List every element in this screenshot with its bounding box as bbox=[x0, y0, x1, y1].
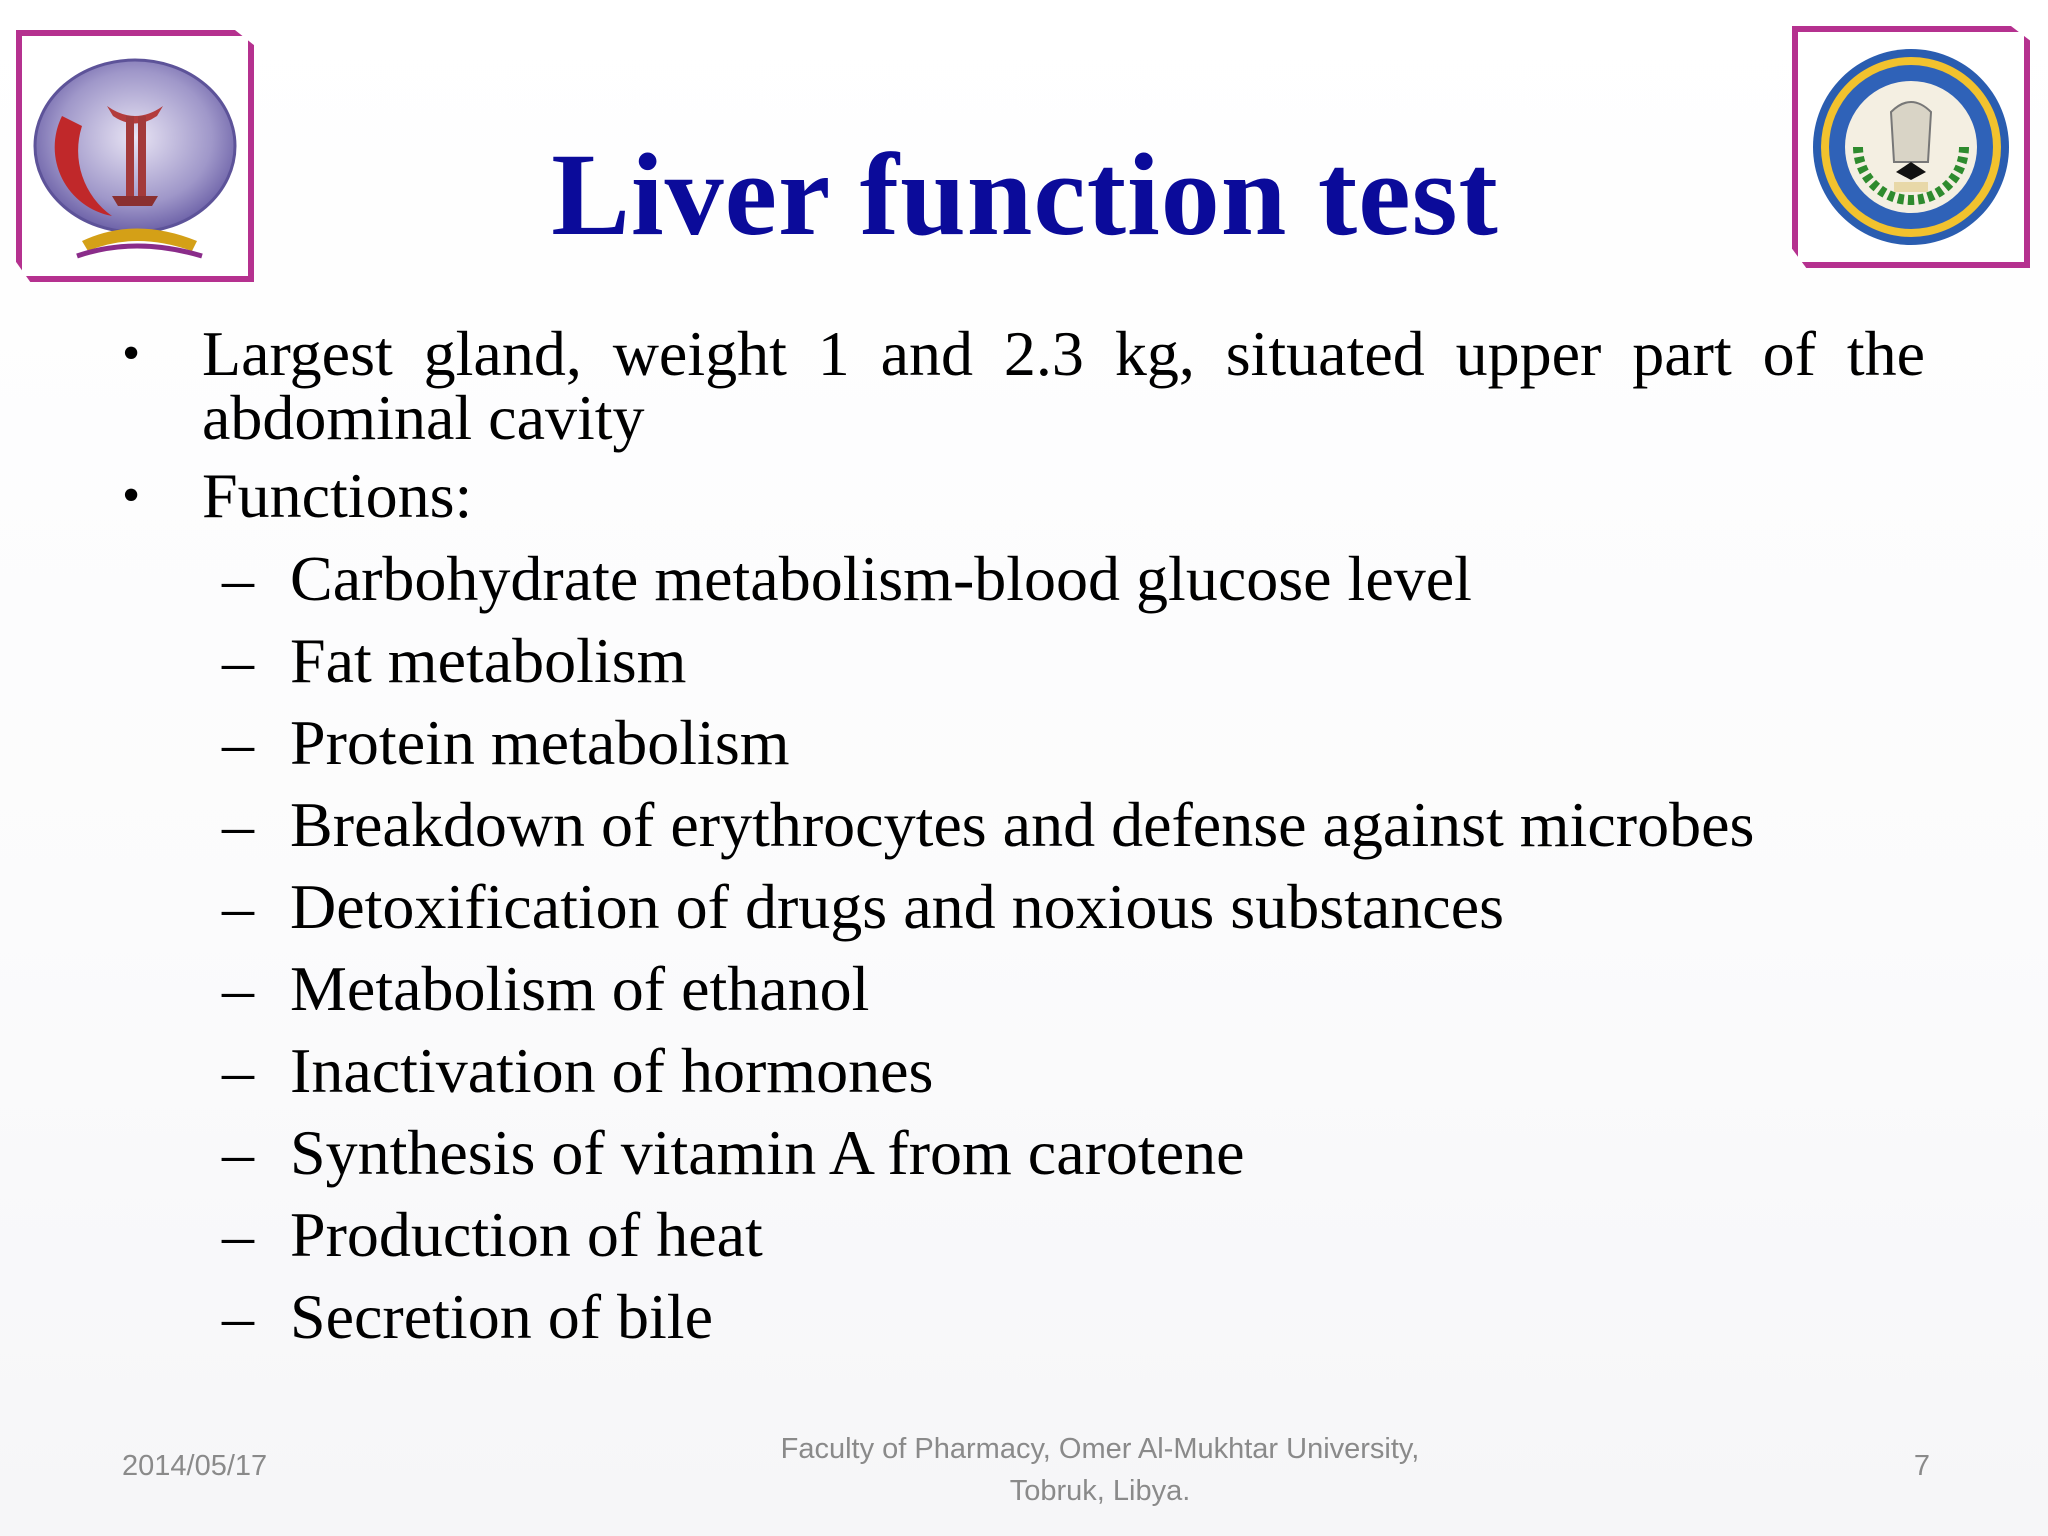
dash-icon: – bbox=[222, 871, 254, 942]
bullet-text: Largest gland, weight 1 and 2.3 kg, situated upper part of the abdominal cavity bbox=[202, 318, 1925, 453]
footer-date: 2014/05/17 bbox=[122, 1450, 268, 1482]
bullet-item bbox=[120, 318, 1925, 453]
sub-bullet-item bbox=[120, 866, 1925, 948]
footer-institution bbox=[700, 1428, 1500, 1512]
page-number: 7 bbox=[1913, 1450, 1930, 1482]
dash-icon: – bbox=[222, 1281, 254, 1352]
sub-bullet-item bbox=[120, 784, 1925, 866]
sub-bullet-text: Detoxification of drugs and noxious substances bbox=[290, 871, 1504, 942]
pharmacy-faculty-logo bbox=[16, 30, 254, 282]
sub-bullet-text: Protein metabolism bbox=[290, 707, 790, 778]
sub-bullet-text: Breakdown of erythrocytes and defense against microbes bbox=[290, 789, 1755, 860]
sub-bullet-item bbox=[120, 1276, 1925, 1358]
bullet-text: Functions: bbox=[202, 460, 473, 531]
sub-bullet-item bbox=[120, 702, 1925, 784]
bullet-dot-icon: • bbox=[122, 325, 141, 382]
sub-bullet-list bbox=[202, 538, 1925, 1358]
sub-bullet-text: Synthesis of vitamin A from carotene bbox=[290, 1117, 1245, 1188]
sub-bullet-text: Inactivation of hormones bbox=[290, 1035, 934, 1106]
footer-institution-line1: Faculty of Pharmacy, Omer Al-Mukhtar University, bbox=[780, 1433, 1420, 1465]
dash-icon: – bbox=[222, 1035, 254, 1106]
dash-icon: – bbox=[222, 707, 254, 778]
sub-bullet-item bbox=[120, 1112, 1925, 1194]
dash-icon: – bbox=[222, 1117, 254, 1188]
university-seal-logo bbox=[1792, 26, 2030, 268]
sub-bullet-text: Production of heat bbox=[290, 1199, 763, 1270]
sub-bullet-text: Carbohydrate metabolism-blood glucose level bbox=[290, 543, 1472, 614]
bullet-list bbox=[120, 318, 1925, 1372]
slide-title: Liver function test bbox=[551, 129, 1499, 260]
dash-icon: – bbox=[222, 543, 254, 614]
dash-icon: – bbox=[222, 1199, 254, 1270]
bullet-item bbox=[120, 460, 1925, 1358]
sub-bullet-item bbox=[120, 538, 1925, 620]
sub-bullet-text: Fat metabolism bbox=[290, 625, 687, 696]
sub-bullet-item bbox=[120, 620, 1925, 702]
bullet-dot-icon: • bbox=[122, 467, 141, 524]
dash-icon: – bbox=[222, 953, 254, 1024]
sub-bullet-text: Secretion of bile bbox=[290, 1281, 713, 1352]
dash-icon: – bbox=[222, 789, 254, 860]
footer-institution-line2: Tobruk, Libya. bbox=[1009, 1475, 1191, 1507]
sub-bullet-item bbox=[120, 1194, 1925, 1276]
sub-bullet-text: Metabolism of ethanol bbox=[290, 953, 870, 1024]
dash-icon: – bbox=[222, 625, 254, 696]
sub-bullet-item bbox=[120, 1030, 1925, 1112]
sub-bullet-item bbox=[120, 948, 1925, 1030]
